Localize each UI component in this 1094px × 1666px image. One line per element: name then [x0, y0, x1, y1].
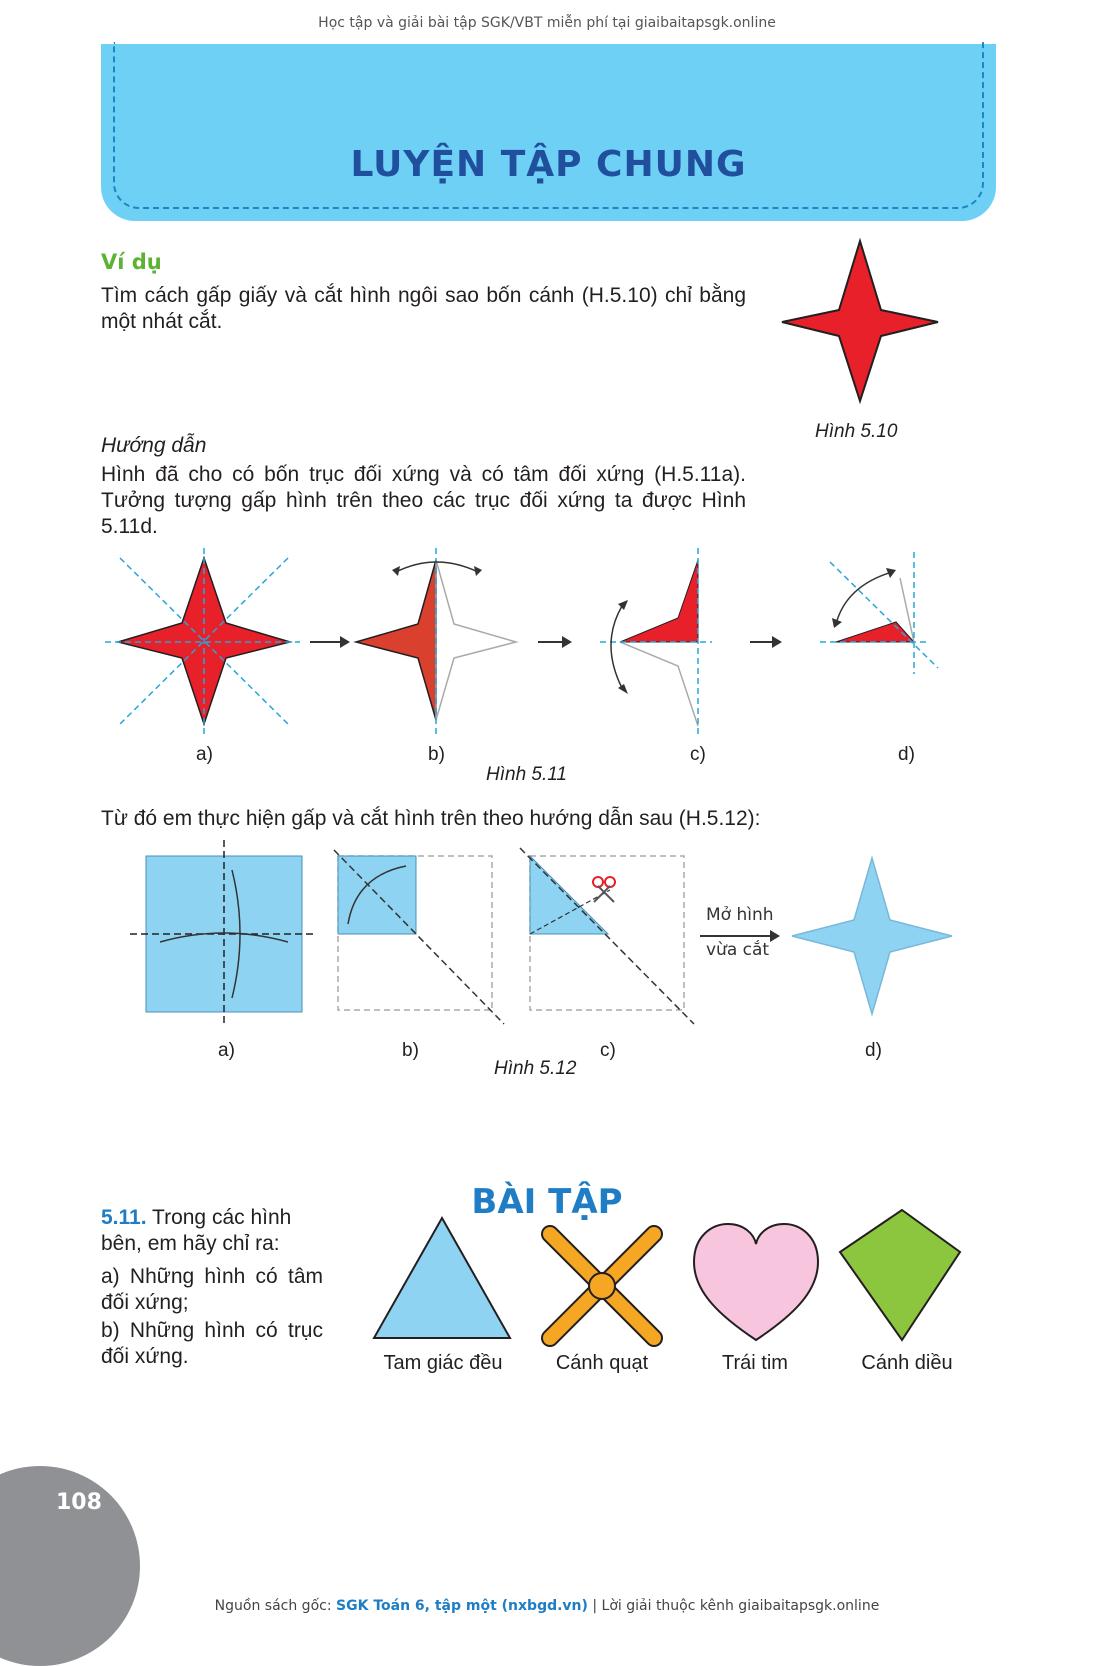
fig11-a-star-with-axes	[105, 548, 300, 734]
example-text: Tìm cách gấp giấy và cắt hình ngôi sao bốn cánh (H.5.10) chỉ bằng một nhát cắt.	[101, 284, 746, 333]
shape-label-heart: Trái tim	[722, 1352, 788, 1374]
footer-suffix: | Lời giải thuộc kênh giaibaitapsgk.online	[587, 1598, 880, 1614]
footer	[0, 1598, 1094, 1614]
fig11-d-final-fold	[820, 552, 938, 674]
guide-text: Hình đã cho có bốn trục đối xứng và có tâm đối xứng (H.5.11a). Tưởng tượng gấp hình trên theo các trục đối xứng ta được Hình 5.11d.	[101, 463, 746, 538]
fig11-label-d: d)	[898, 744, 915, 765]
figure-5-11	[100, 548, 980, 748]
exercise-text: Trong các hình bên, em hãy chỉ ra:	[101, 1206, 292, 1255]
fig12-caption: Hình 5.12	[494, 1058, 577, 1079]
guide-text-2: Từ đó em thực hiện gấp và cắt hình trên theo hướng dẫn sau (H.5.12):	[101, 807, 761, 830]
footer-prefix: Nguồn sách gốc:	[214, 1598, 337, 1614]
fig12-label-b: b)	[402, 1040, 419, 1061]
exercise-shapes	[370, 1206, 970, 1346]
header-note: Học tập và giải bài tập SGK/VBT miễn phí tại giaibaitapsgk.online	[318, 15, 776, 31]
red-four-point-star	[782, 241, 938, 401]
exercise-part-a: a) Những hình có tâm đối xứng;	[101, 1265, 323, 1314]
fig11-arrow-2	[538, 636, 572, 648]
shape-label-kite: Cánh diều	[861, 1352, 953, 1374]
fig12-c-triangle-cut	[520, 848, 694, 1024]
exercises-title: BÀI TẬP	[471, 1182, 623, 1222]
heart-shape	[694, 1224, 818, 1340]
shape-label-fan: Cánh quạt	[555, 1352, 649, 1374]
fig12-arrow-text-2: vừa cắt	[706, 940, 770, 960]
figure-5-10-star	[770, 238, 950, 408]
example-heading: Ví dụ	[101, 250, 162, 274]
page-title: LUYỆN TẬP CHUNG	[350, 144, 747, 185]
fig12-label-d: d)	[865, 1040, 882, 1061]
fig12-arrow-text-1: Mở hình	[706, 905, 774, 925]
footer-source-link[interactable]: SGK Toán 6, tập một (nxbgd.vn)	[336, 1598, 588, 1614]
fan-blades-shape	[550, 1234, 654, 1338]
exercise-5-11-intro	[101, 1205, 323, 1257]
fig12-a-square-paper	[130, 840, 316, 1026]
guide-heading: Hướng dẫn	[101, 434, 207, 457]
equilateral-triangle-shape	[374, 1218, 510, 1338]
fig11-arrow-1	[310, 636, 350, 648]
figure-5-12	[120, 840, 980, 1030]
fig11-label-b: b)	[428, 744, 445, 765]
fig12-label-a: a)	[218, 1040, 235, 1061]
fig11-b-half-fold	[356, 548, 516, 734]
page-number: 108	[56, 1490, 102, 1515]
fig11-label-c: c)	[690, 744, 706, 765]
fig12-d-blue-star	[792, 858, 952, 1014]
fig12-b-folded-quarter	[334, 850, 504, 1024]
scissors-icon	[593, 877, 615, 902]
section-banner	[101, 44, 996, 221]
fig12-label-c: c)	[600, 1040, 616, 1061]
fig11-c-quarter-fold	[600, 548, 712, 738]
figure-5-10-caption: Hình 5.10	[815, 421, 898, 442]
fig11-arrow-3	[750, 636, 782, 648]
shape-label-triangle: Tam giác đều	[383, 1352, 503, 1374]
fig11-caption: Hình 5.11	[486, 764, 567, 785]
exercise-part-b: b) Những hình có trục đối xứng.	[101, 1319, 323, 1368]
exercise-number: 5.11.	[101, 1206, 147, 1229]
kite-shape	[840, 1210, 960, 1340]
fig11-label-a: a)	[196, 744, 213, 765]
